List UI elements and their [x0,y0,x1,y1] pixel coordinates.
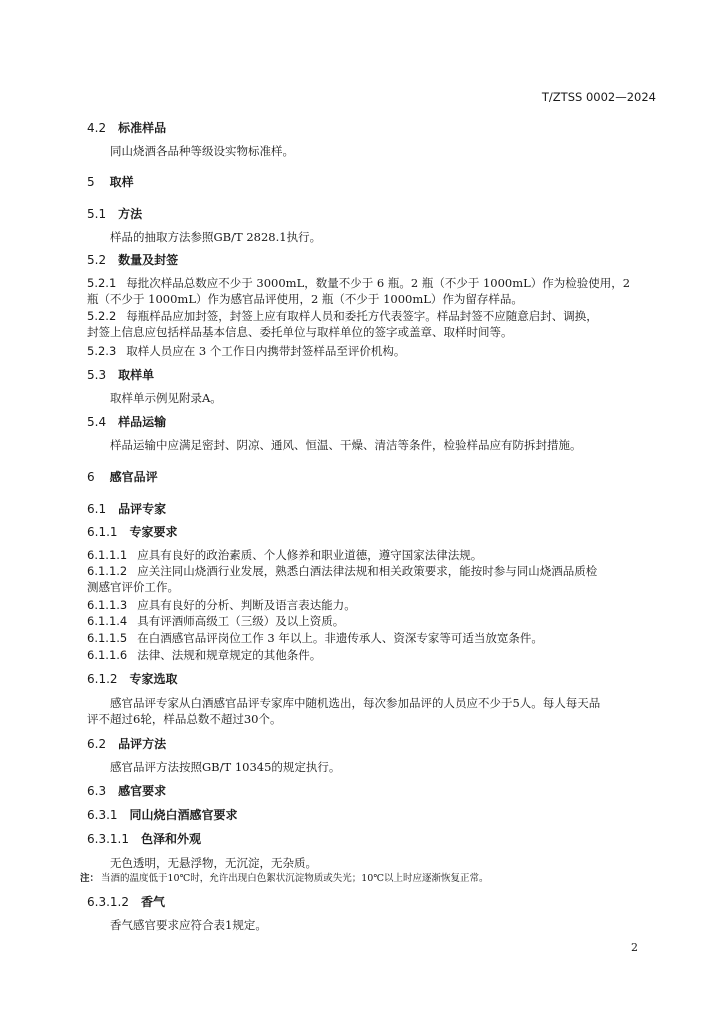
heading-6-1-2 [87,671,178,687]
heading-4-2 [87,120,166,136]
section-number: 6.1.1 [87,525,118,539]
clause-5-2-1 [87,275,657,307]
section-number: 5.4 [87,415,107,429]
section-title: 香气 [140,895,165,909]
section-title: 色泽和外观 [140,832,201,846]
section-title: 取样单 [118,368,155,382]
clause-number: 6.1.1.4 [87,614,128,628]
section-number: 5.3 [87,368,107,382]
heading-5-3 [87,367,154,383]
heading-5-1 [87,206,142,222]
section-number: 6.3.1.2 [87,895,129,909]
heading-5-4 [87,414,166,430]
section-title: 专家选取 [129,672,178,686]
paragraph-5-3: 取样单示例见附录A。 [110,391,222,405]
section-number: 6.3 [87,784,107,798]
heading-6-2 [87,736,166,752]
section-number: 5.2 [87,253,107,267]
clause-5-2-3 [87,343,657,359]
paragraph-6-3-1-2: 香气感官要求应符合表1规定。 [110,918,267,932]
standard-code: T/ZTSS 0002—2024 [541,90,656,104]
clause-text-line-2: 测感官评价工作。 [87,580,179,594]
section-title: 取样 [109,175,134,189]
note-text: 当酒的温度低于10℃时，允许出现白色絮状沉淀物质或失光；10℃以上时应逐渐恢复正常。 [101,873,489,884]
clause-text: 应具有良好的分析、判断及语言表达能力。 [137,598,356,612]
section-number: 4.2 [87,121,107,135]
section-number: 6.3.1 [87,808,118,822]
clause-6-1-1-1 [87,547,657,563]
clause-text-line-1: 每批次样品总数应不少于 3000mL，数量不少于 6 瓶。2 瓶（不少于 1000mL）作为检验使用，2 [126,276,631,290]
clause-text-line-1: 应关注同山烧酒行业发展，熟悉白酒法律法规和相关政策要求，能按时参与同山烧酒品质检 [137,564,598,578]
clause-text-line-2: 瓶（不少于 1000mL）作为感官品评使用，2 瓶（不少于 1000mL）作为留存样品。 [87,292,523,306]
section-title: 方法 [118,207,143,221]
header-rule [88,110,656,111]
paragraph-6-2: 感官品评方法按照GB/T 10345的规定执行。 [110,760,341,774]
clause-6-1-1-5 [87,630,657,646]
paragraph-line-2: 评不超过6轮，样品总数不超过30个。 [87,712,282,726]
clause-6-1-1-4 [87,613,657,629]
section-number: 6 [87,470,95,484]
clause-text: 取样人员应在 3 个工作日内携带封签样品至评价机构。 [126,344,406,358]
heading-6-3 [87,783,166,799]
heading-5-2 [87,252,178,268]
clause-number: 6.1.1.2 [87,564,128,578]
section-title: 数量及封签 [118,253,179,267]
paragraph-5-4: 样品运输中应满足密封、阴凉、通风、恒温、干燥、清洁等条件，检验样品应有防拆封措施。 [110,438,582,452]
section-number: 6.1.2 [87,672,118,686]
clause-text: 应具有良好的政治素质、个人修养和职业道德，遵守国家法律法规。 [137,548,483,562]
section-title: 标准样品 [118,121,167,135]
clause-number: 6.1.1.6 [87,648,128,662]
section-title: 样品运输 [118,415,167,429]
section-title: 感官品评 [109,470,158,484]
paragraph-5-1: 样品的抽取方法参照GB/T 2828.1执行。 [110,230,322,244]
heading-6-1-1 [87,524,178,540]
heading-6-3-1-1 [87,831,201,847]
paragraph-4-2: 同山烧酒各品种等级设实物标准样。 [110,144,294,158]
clause-text-line-1: 每瓶样品应加封签，封签上应有取样人员和委托方代表签字。样品封签不应随意启封、调换， [126,309,598,323]
heading-6-3-1-2 [87,894,165,910]
clause-number: 6.1.1.3 [87,598,128,612]
section-title: 品评方法 [118,737,167,751]
clause-text: 在白酒感官品评岗位工作 3 年以上。非遗传承人、资深专家等可适当放宽条件。 [137,631,543,645]
section-number: 5.1 [87,207,107,221]
section-title: 品评专家 [118,502,167,516]
clause-6-1-1-3 [87,597,657,613]
clause-text: 法律、法规和规章规定的其他条件。 [137,648,322,662]
paragraph-6-1-2 [87,695,657,727]
section-number: 6.2 [87,737,107,751]
section-title: 同山烧白酒感官要求 [129,808,238,822]
clause-number: 5.2.2 [87,309,117,323]
paragraph-line-1: 感官品评专家从白酒感官品评专家库中随机选出，每次参加品评的人员应不少于5人。每人每天品 [110,696,601,710]
section-title: 感官要求 [118,784,167,798]
note-label: 注： [80,873,100,884]
section-number: 6.3.1.1 [87,832,129,846]
clause-6-1-1-2 [87,563,657,595]
heading-5 [87,174,134,190]
heading-6-1 [87,501,166,517]
clause-number: 6.1.1.1 [87,548,128,562]
clause-number: 5.2.1 [87,276,117,290]
section-title: 专家要求 [129,525,178,539]
clause-6-1-1-6 [87,647,657,663]
section-number: 5 [87,175,95,189]
clause-text: 具有评酒师高级工（三级）及以上资质。 [137,614,345,628]
paragraph-6-3-1-1: 无色透明，无悬浮物，无沉淀，无杂质。 [110,856,317,870]
section-number: 6.1 [87,502,107,516]
clause-text-line-2: 封签上信息应包括样品基本信息、委托单位与取样单位的签字或盖章、取样时间等。 [87,325,513,339]
clause-number: 5.2.3 [87,344,117,358]
heading-6-3-1 [87,807,238,823]
heading-6 [87,469,158,485]
note [80,872,660,885]
clause-number: 6.1.1.5 [87,631,128,645]
page-number: 2 [631,941,638,954]
clause-5-2-2 [87,308,657,340]
